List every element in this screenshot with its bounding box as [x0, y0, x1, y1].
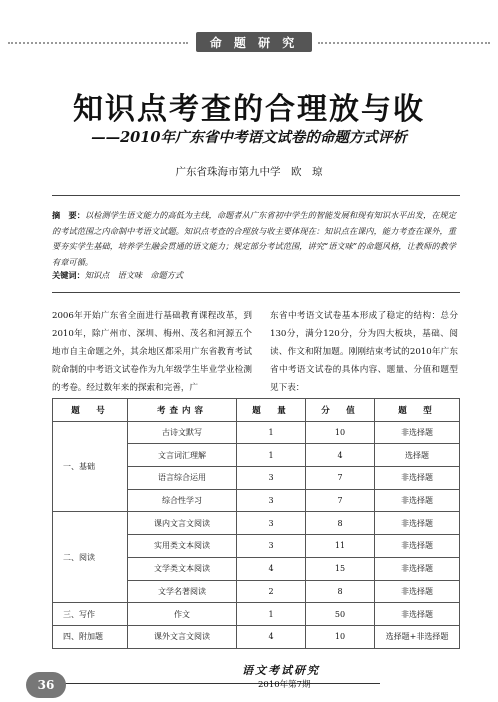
body-column-right: 东省中考语文试卷基本形成了稳定的结构：总分130分，满分120分，分为四大板块，基础、阅读、作文和附加题。刚刚结束考试的2010年广东省中考语文试卷的具体内容、题量、分值和题型见下表：	[270, 311, 458, 393]
body-column-left: 2006年开始广东省全面进行基础教育课程改革，到2010年，除广州市、深圳、梅州、茂名和河源五个地市自主命题之外，其余地区都采用广东省教育考试院命制的中考语文试卷作为九年级学生毕业学业检测的考卷。经过数年来的探索和完善，广	[52, 311, 252, 393]
keywords-label: 关键词：	[52, 270, 85, 280]
table-row	[53, 625, 460, 648]
header-dotted-rule	[8, 42, 188, 44]
table-cell: 4	[237, 557, 306, 580]
column-header: 题 号	[53, 399, 128, 422]
article-subtitle: ——2010年广东省中考语文试卷的命题方式评析	[91, 129, 407, 146]
table-cell: 语言综合运用	[128, 467, 237, 490]
table-cell: 3	[237, 535, 306, 558]
table-cell: 非选择题	[375, 603, 460, 626]
table-cell: 文言词汇理解	[128, 444, 237, 467]
table-cell: 10	[306, 625, 375, 648]
table-cell: 50	[306, 603, 375, 626]
table-cell: 2	[237, 580, 306, 603]
table-cell: 1	[237, 444, 306, 467]
column-header: 题 量	[237, 399, 306, 422]
table-header-row	[53, 399, 460, 422]
keywords	[52, 270, 456, 281]
table-cell: 10	[306, 421, 375, 444]
abstract-label: 摘 要：	[52, 210, 85, 220]
table-cell: 非选择题	[375, 535, 460, 558]
table-cell: 4	[306, 444, 375, 467]
table-cell: 3	[237, 467, 306, 490]
table-cell: 非选择题	[375, 467, 460, 490]
journal-brand: 语文考试研究	[242, 664, 320, 677]
column-header: 考查内容	[128, 399, 237, 422]
author-line: 广东省珠海市第九中学 欧 琼	[175, 166, 323, 178]
table-cell: 古诗文默写	[128, 421, 237, 444]
table-row	[53, 512, 460, 535]
table-cell: 实用类文本阅读	[128, 535, 237, 558]
table-cell: 文学名著阅读	[128, 580, 237, 603]
table-cell: 选择题+非选择题	[375, 625, 460, 648]
table-cell: 15	[306, 557, 375, 580]
table-cell: 非选择题	[375, 512, 460, 535]
table-cell: 非选择题	[375, 557, 460, 580]
section-header	[0, 32, 498, 54]
table-cell: 作文	[128, 603, 237, 626]
table-cell: 11	[306, 535, 375, 558]
abstract-text: 以检测学生语文能力的高低为主线，命题者从广东省初中学生的智能发展和现有知识水平出发，在规定的考试范围之内命制中考语文试题。知识点考查的合理放与收主要体现在：知识点在课内，能力考查在课外，重要夯实学生基础，培养学生融会贯通的语文能力；规定部分考试范围，讲究“语文味”的命题风格，让教师的教学有章可循。	[52, 210, 456, 267]
exam-structure-table	[52, 398, 460, 649]
table-row	[53, 421, 460, 444]
keywords-text: 知识点 语文味 命题方式	[84, 270, 184, 280]
section-tag: 命 题 研 究	[196, 32, 312, 52]
column-header: 题 型	[375, 399, 460, 422]
page-number-badge: 36	[26, 672, 66, 698]
table-cell: 课外文言文阅读	[128, 625, 237, 648]
table-row	[53, 603, 460, 626]
section-cell: 四、附加题	[53, 625, 128, 648]
table-cell: 非选择题	[375, 489, 460, 512]
divider	[52, 292, 460, 293]
table-cell: 非选择题	[375, 580, 460, 603]
table-cell: 非选择题	[375, 421, 460, 444]
table-cell: 8	[306, 512, 375, 535]
table-cell: 3	[237, 489, 306, 512]
footer-rule	[40, 683, 380, 684]
table-cell: 课内文言文阅读	[128, 512, 237, 535]
issue-label: 2010年第7期	[258, 680, 311, 690]
table-cell: 文学类文本阅读	[128, 557, 237, 580]
table-cell: 4	[237, 625, 306, 648]
article-title: 知识点考查的合理放与收	[73, 92, 425, 127]
section-cell: 一、基础	[53, 421, 128, 512]
column-header: 分 值	[306, 399, 375, 422]
table-cell: 综合性学习	[128, 489, 237, 512]
abstract	[52, 208, 456, 270]
table-cell: 1	[237, 421, 306, 444]
divider	[52, 195, 460, 196]
table-cell: 3	[237, 512, 306, 535]
table-cell: 7	[306, 467, 375, 490]
table-cell: 1	[237, 603, 306, 626]
header-dotted-rule	[318, 42, 490, 44]
section-cell: 二、阅读	[53, 512, 128, 603]
table-cell: 8	[306, 580, 375, 603]
table-cell: 7	[306, 489, 375, 512]
section-cell: 三、写作	[53, 603, 128, 626]
table-cell: 选择题	[375, 444, 460, 467]
